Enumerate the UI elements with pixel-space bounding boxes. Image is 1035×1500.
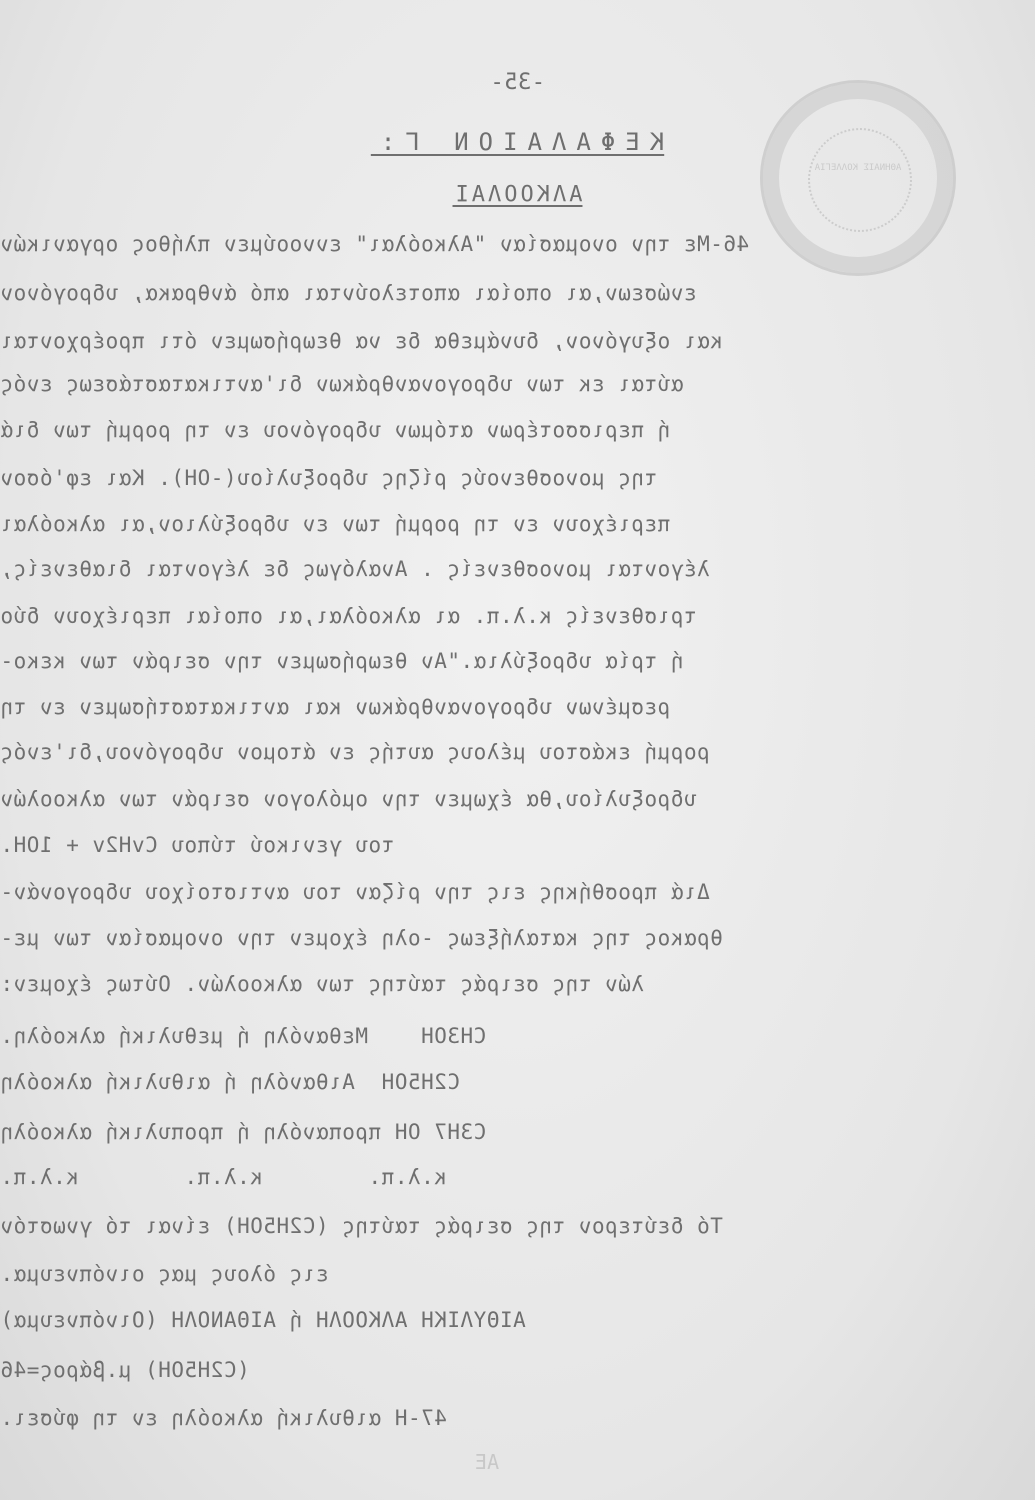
body-line-4: αύται εκ των υδρογονανθράκων δι'αντικαταστάσεως ενός xyxy=(0,372,684,396)
body-line-7: περιέχουν εν τη ρορμή των εν υδροξύλιον,αι αλκοόλαι xyxy=(0,512,671,536)
body-line-17: λών της σειράς ταύτης των αλκοολών. Ούτως έχομεν: xyxy=(0,972,645,996)
section-title: ΑΛΚΟΟΛΑΙ xyxy=(452,182,583,207)
body-line-16: θρακος της καταλήξεως -ολη έχομεν την ονομασίαν των με- xyxy=(0,926,723,950)
chapter-title: ΚΕΦΑΛΑΙΟΝ Γ: xyxy=(370,128,665,156)
body-line-5: ή περισσοτέρων ατόμων υδρογόνου εν τη ρορμή των διά xyxy=(0,418,671,442)
formula-methanol: CH3OH Μεθανόλη ή μεθυλική αλκοόλη. xyxy=(0,1024,487,1048)
ethanol-heading: ΑΙΘΥΛΙΚΗ ΑΛΚΟΟΛΗ ή ΑΙΘΑΝΟΛΗ (Οινόπνευμα) xyxy=(0,1308,526,1332)
body-line-3: και οξυγόνον, δυνάμεθα δε να θεωρήσωμεν ότι προέρχονται xyxy=(0,329,723,353)
formula-ethanol: C2H5OH Αιθανόλη ή αιθυλική αλκοόλη xyxy=(0,1070,461,1094)
body-line-14: του γενικού τύπου CvH2v + 1OH. xyxy=(0,833,395,857)
body-line-15: Διά προσθήκης εις την ρίζαν του αντιστοίχου υδρογονάν- xyxy=(0,880,710,904)
body-line-11: ρεσμένων υδρογονανθράκων και αντικαταστήσωμεν εν τη xyxy=(0,695,671,719)
body-line-18: Τό δεύτερον της σειράς ταύτης (C2H5OH) είναι τό γνωστόν xyxy=(0,1214,723,1238)
footer-mark: ΑΕ xyxy=(475,1450,500,1474)
body-line-10: ή τρία υδροξύλια."Αν θεωρήσωμεν την σειράν των κεκο- xyxy=(0,649,684,673)
body-line-8: λέγονται μονοσθενείς . Αναλόγως δε λέγονται διαθενείς, xyxy=(0,557,710,581)
body-line-9: τρισθενείς κ.λ.π. αι αλκοόλαι,αι οποίαι περιέχουν δύο xyxy=(0,604,697,628)
body-line-12: ρορμή εκάστου μέλους αυτής εν άτομον υδρογόνου,δι'ενός xyxy=(0,740,710,764)
body-line-2: ενώσεων,αι οποίαι αποτελούνται από άνθρακα, υδρογόνον xyxy=(0,281,697,305)
body-line-13: υδροξυλίου,θα έχωμεν την ομόλογον σειράν των αλκοολών xyxy=(0,787,697,811)
formula-propanol: C3H7 OH προπανόλη ή προπυλική αλκοόλη xyxy=(0,1120,487,1144)
ethanol-formula: (C2H5OH) μ.βάρος=46 xyxy=(0,1358,250,1382)
stamp-text: ΑΘΗΝΑΙΣ ΚΟΛΛΕΓΙΑ xyxy=(814,163,902,173)
section-47-heading: 47-Η αιθυλική αλκοόλη εν τη φύσει. xyxy=(0,1406,447,1430)
body-line-1: 46-Με την ονομασίαν "Αλκοόλαι" εννοούμεν πλήθος οργανικών xyxy=(0,232,750,256)
body-line-19: εις όλους μας οινόπνευμα. xyxy=(0,1262,329,1286)
etcetera-line: κ.λ.π. κ.λ.π. κ.λ.π. xyxy=(0,1165,447,1189)
page-number: -35- xyxy=(490,70,545,95)
body-line-6: της μονοσθενούς ρίζης υδροξυλίου(-OH). Και εφ'όσον xyxy=(0,466,658,490)
